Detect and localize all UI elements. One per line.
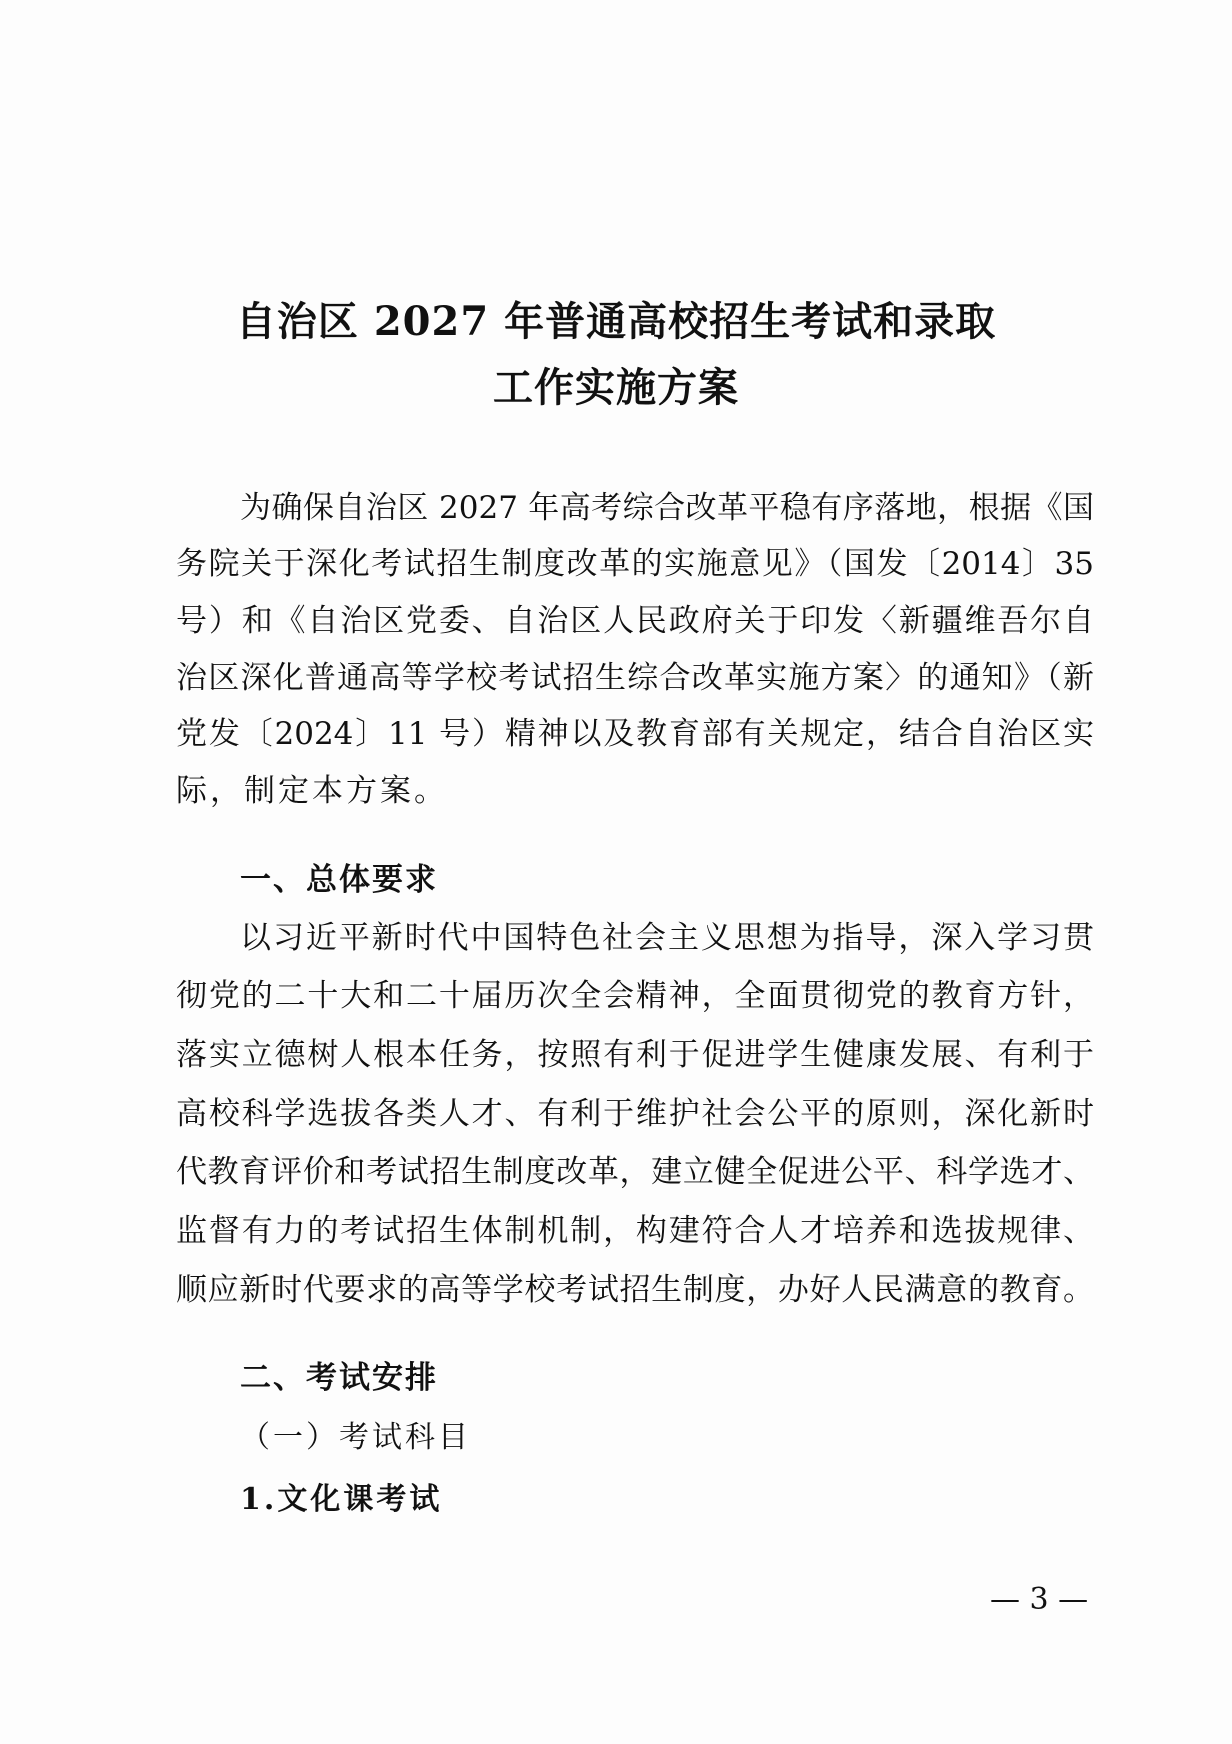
section1-line: 代教育评价和考试招生制度改革，建立健全促进公平、科学选才、 bbox=[176, 1154, 1094, 1190]
section1-line: 彻党的二十大和二十届历次全会精神，全面贯彻党的教育方针， bbox=[176, 978, 1094, 1014]
intro-line: 务院关于深化考试招生制度改革的实施意见》（国发〔2014〕35 bbox=[176, 546, 1094, 582]
document-title-line-2: 工作实施方案 bbox=[493, 364, 739, 411]
intro-line: 号）和《自治区党委、自治区人民政府关于印发〈新疆维吾尔自 bbox=[176, 603, 1094, 639]
intro-line: 际，制定本方案。 bbox=[176, 773, 448, 809]
section1-line: 以习近平新时代中国特色社会主义思想为指导，深入学习贯 bbox=[240, 920, 1094, 956]
section1-line: 高校科学选拔各类人才、有利于维护社会公平的原则，深化新时 bbox=[176, 1096, 1094, 1132]
section1-line: 顺应新时代要求的高等学校考试招生制度，办好人民满意的教育。 bbox=[176, 1272, 1094, 1308]
intro-line: 为确保自治区 2027 年高考综合改革平稳有序落地，根据《国 bbox=[240, 490, 1094, 526]
intro-line: 治区深化普通高等学校考试招生综合改革实施方案〉的通知》（新 bbox=[176, 660, 1094, 696]
subheading-cultural-exam: 1.文化课考试 bbox=[240, 1482, 443, 1517]
page-number: — 3 — bbox=[990, 1582, 1089, 1617]
section1-line: 落实立德树人根本任务，按照有利于促进学生健康发展、有利于 bbox=[176, 1037, 1094, 1073]
document-title-line-1: 自治区 2027 年普通高校招生考试和录取 bbox=[235, 298, 997, 345]
section-heading-exam-arrangements: 二、考试安排 bbox=[240, 1360, 438, 1396]
section1-line: 监督有力的考试招生体制机制，构建符合人才培养和选拔规律、 bbox=[176, 1213, 1094, 1249]
subheading-exam-subjects: （一）考试科目 bbox=[240, 1420, 471, 1455]
intro-line: 党发〔2024〕11 号）精神以及教育部有关规定，结合自治区实 bbox=[176, 716, 1094, 752]
section-heading-general-requirements: 一、总体要求 bbox=[240, 862, 438, 898]
